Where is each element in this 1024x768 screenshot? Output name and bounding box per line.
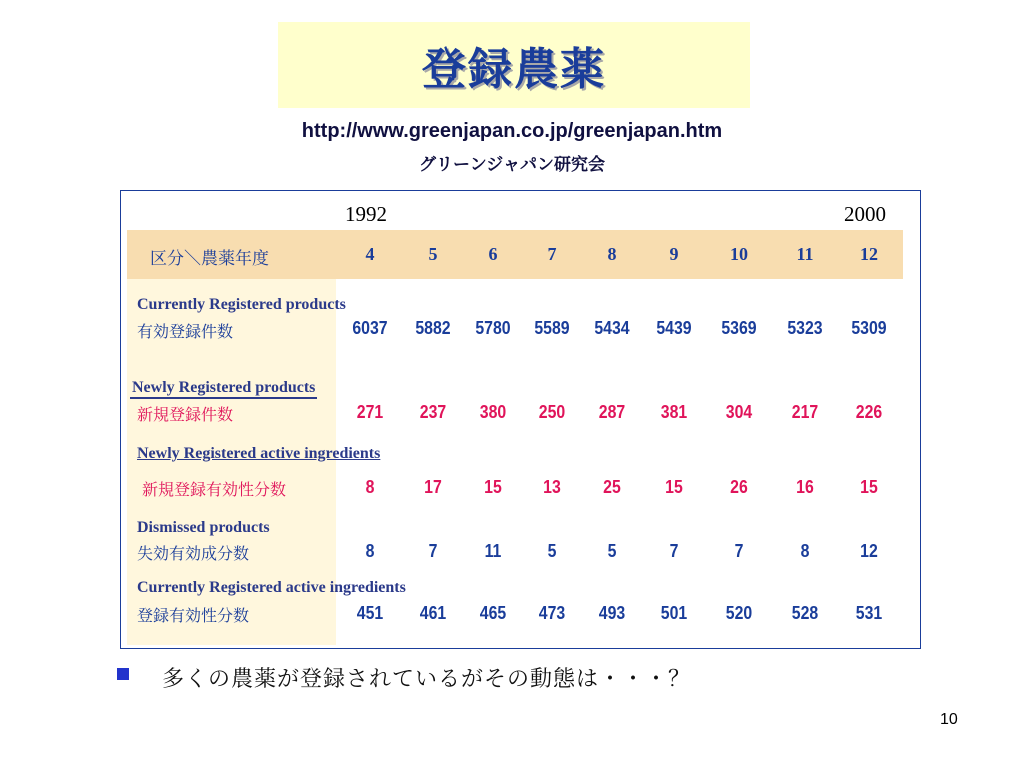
row-label-jp-currently-registered-products: 有効登録件数 (137, 322, 234, 341)
table-cell-r4-c3: 473 (538, 603, 566, 623)
header-year-6: 10 (730, 244, 748, 264)
table-cell-r4-c6: 520 (725, 603, 753, 623)
table-cell-r1-c6: 304 (725, 402, 753, 422)
table-cell-r2-c2: 15 (484, 477, 502, 497)
row-label-jp-newly-registered-active-ingredients: 新規登録有効性分数 (142, 480, 287, 499)
table-cell-r2-c8: 15 (860, 477, 878, 497)
bullet-text: 多くの農薬が登録されているがその動態は・・・？ (162, 667, 692, 692)
row-label-jp-newly-registered-products: 新規登録件数 (137, 405, 234, 424)
table-cell-r1-c2: 380 (479, 402, 507, 422)
header-year-4: 8 (607, 244, 617, 264)
table-cell-r0-c2: 5780 (475, 318, 511, 338)
table-cell-r0-c6: 5369 (721, 318, 757, 338)
bullet-square-icon (117, 668, 129, 680)
row-label-en-currently-registered-products: Currently Registered products (137, 296, 346, 313)
row-label-en-dismissed-products: Dismissed products (137, 519, 270, 536)
row-label-en-newly-registered-products: Newly Registered products (130, 379, 317, 399)
table-cell-r2-c0: 8 (365, 477, 375, 497)
header-year-2: 6 (488, 244, 498, 264)
header-year-0: 4 (365, 244, 375, 264)
table-cell-r3-c7: 8 (800, 541, 810, 561)
table-cell-r1-c4: 287 (598, 402, 626, 422)
source-url[interactable]: http://www.greenjapan.co.jp/greenjapan.htm (301, 120, 723, 142)
table-cell-r0-c1: 5882 (415, 318, 451, 338)
table-cell-r2-c6: 26 (730, 477, 748, 497)
table-cell-r4-c7: 528 (791, 603, 819, 623)
table-cell-r2-c4: 25 (603, 477, 621, 497)
page-number: 10 (940, 711, 958, 728)
table-cell-r3-c2: 11 (484, 541, 502, 561)
header-category-label: 区分＼農薬年度 (150, 249, 269, 269)
row-label-jp-currently-registered-active-ingredients: 登録有効性分数 (137, 606, 250, 625)
table-cell-r1-c8: 226 (855, 402, 883, 422)
year-end-label: 2000 (844, 202, 886, 226)
table-cell-r0-c5: 5439 (656, 318, 692, 338)
table-cell-r3-c8: 12 (860, 541, 878, 561)
header-year-3: 7 (547, 244, 557, 264)
row-label-en-currently-registered-active-ingredients: Currently Registered active ingredients (137, 579, 406, 596)
row-label-en-newly-registered-active-ingredients: Newly Registered active ingredients (137, 445, 381, 462)
table-cell-r1-c5: 381 (660, 402, 688, 422)
table-cell-r4-c0: 451 (356, 603, 384, 623)
table-cell-r3-c1: 7 (428, 541, 438, 561)
table-cell-r3-c6: 7 (734, 541, 744, 561)
table-cell-r4-c8: 531 (855, 603, 883, 623)
table-cell-r4-c2: 465 (479, 603, 507, 623)
table-cell-r1-c1: 237 (419, 402, 447, 422)
row-label-jp-dismissed-products: 失効有効成分数 (137, 544, 250, 563)
table-cell-r0-c3: 5589 (534, 318, 570, 338)
header-year-8: 12 (860, 244, 878, 264)
table-cell-r0-c8: 5309 (851, 318, 887, 338)
table-cell-r3-c0: 8 (365, 541, 375, 561)
table-cell-r2-c5: 15 (665, 477, 683, 497)
table-cell-r4-c1: 461 (419, 603, 447, 623)
table-cell-r4-c4: 493 (598, 603, 626, 623)
title-banner (278, 22, 750, 108)
table-cell-r1-c7: 217 (791, 402, 819, 422)
slide-title: 登録農薬 (422, 44, 606, 95)
table-cell-r4-c5: 501 (660, 603, 688, 623)
header-year-1: 5 (428, 244, 438, 264)
table-cell-r3-c3: 5 (547, 541, 557, 561)
table-cell-r2-c1: 17 (424, 477, 442, 497)
table-cell-r1-c0: 271 (356, 402, 384, 422)
header-year-5: 9 (669, 244, 679, 264)
table-cell-r2-c7: 16 (796, 477, 814, 497)
source-organization: グリーンジャパン研究会 (419, 155, 605, 175)
year-start-label: 1992 (345, 202, 387, 226)
table-cell-r1-c3: 250 (538, 402, 566, 422)
table-cell-r0-c4: 5434 (594, 318, 630, 338)
table-cell-r0-c7: 5323 (787, 318, 823, 338)
table-cell-r3-c4: 5 (607, 541, 617, 561)
table-cell-r3-c5: 7 (669, 541, 679, 561)
table-cell-r2-c3: 13 (543, 477, 561, 497)
header-year-7: 11 (796, 244, 814, 264)
table-cell-r0-c0: 6037 (352, 318, 388, 338)
